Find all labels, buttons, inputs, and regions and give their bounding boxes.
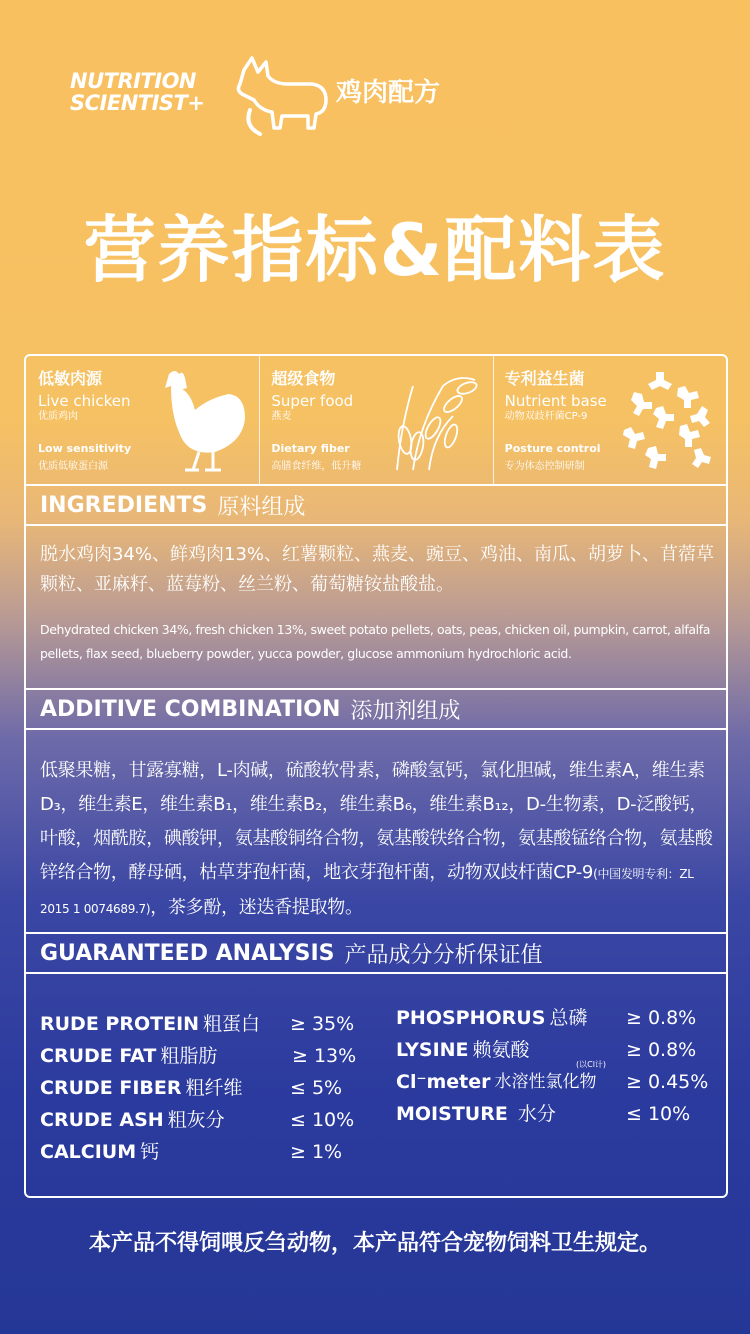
additive-text-main: 低聚果糖，甘露寡糖，L-肉碱，硫酸软骨素，磷酸氢钙，氯化胆碱，维生素A，维生素D₃，维生素E，维生素B₁，维生素B₂，维生素B₆，维生素B₁₂，D-生物素，D-泛酸钙，叶酸，烟酰胺，碘酸钾，氨基酸铜络合物，氨基酸铁络合物，氨基酸锰络合物，氨基酸锌络合物，酵母硒，枯草芽孢杆菌，地衣芽孢杆菌，动物双歧杆菌CP-9 [40, 760, 713, 883]
page-title: 营养指标&配料表 [83, 208, 667, 292]
additive-text-end: ，茶多酚，迷迭香提取物。 [150, 897, 363, 918]
ingredients-text-en: Dehydrated chicken 34%, fresh chicken 13%, sweet potato pellets, oats, peas, chicken oil, pumpkin, carrot, alfalfa pellets, flax seed, blueberry powder, yucca powder, glucose ammonium hydrochloric acid. [40, 622, 710, 661]
analysis-name: CRUDE FIBER [40, 1077, 182, 1099]
feature-cn: 优质鸡肉 [38, 411, 78, 422]
additive-heading [26, 688, 726, 730]
additive-heading-cn: 添加剂组成 [350, 698, 461, 724]
analysis-name: RUDE PROTEIN [40, 1013, 200, 1035]
analysis-heading-cn: 产品成分分析保证值 [344, 942, 543, 968]
analysis-value: ≥ 35% [290, 1013, 355, 1035]
feature-cn: 燕麦 [271, 411, 292, 422]
analysis-value: ≥ 0.45% [626, 1071, 709, 1093]
analysis-row-ash [40, 1104, 380, 1136]
analysis-value: ≤ 10% [290, 1109, 355, 1131]
analysis-value: ≥ 0.8% [626, 1039, 697, 1061]
analysis-value: ≥ 0.8% [626, 1007, 697, 1029]
analysis-row-moisture [396, 1098, 726, 1130]
oat-icon [383, 366, 483, 472]
feature-sub-cn: 专为体态控制研制 [504, 461, 585, 472]
analysis-name: LYSINE [396, 1039, 469, 1061]
feature-title: 专利益生菌 [504, 369, 585, 388]
analysis-name: CRUDE ASH [40, 1109, 164, 1131]
analysis-name: PHOSPHORUS [396, 1007, 546, 1029]
feature-superfood [259, 356, 492, 484]
feature-title: 低敏肉源 [38, 369, 103, 388]
analysis-name: CRUDE FAT [40, 1045, 157, 1067]
feature-en: Live chicken [38, 392, 131, 410]
analysis-right-column [396, 1002, 726, 1130]
analysis-name: Cl⁻meter [396, 1071, 491, 1093]
analysis-cn: 总磷 [549, 1007, 588, 1029]
analysis-row-chloride [396, 1060, 726, 1098]
feature-en: Super food [271, 392, 354, 410]
analysis-cn: 粗灰分 [167, 1109, 225, 1131]
analysis-row-fiber [40, 1072, 380, 1104]
ingredients-heading [26, 484, 726, 526]
analysis-row-phosphorus [396, 1002, 726, 1034]
feature-sub-cn: 优质低敏蛋白源 [38, 461, 108, 472]
analysis-heading [26, 932, 726, 974]
chicken-icon [149, 366, 249, 472]
additive-heading-en: ADDITIVE COMBINATION [40, 696, 341, 722]
brand-line-1: NUTRITION [70, 69, 197, 93]
analysis-value: ≥ 13% [292, 1045, 357, 1067]
patent-note: (中国发明专利：ZL 2015 1 0074689.7) [40, 867, 694, 916]
analysis-cn: 粗脂肪 [160, 1045, 218, 1067]
analysis-cn: 钙 [140, 1141, 160, 1163]
brand-line-2: SCIENTIST+ [70, 91, 205, 115]
brand-header [70, 62, 490, 142]
feature-sub-en: Low sensitivity [38, 442, 132, 455]
analysis-value: ≤ 10% [626, 1103, 691, 1125]
recipe-label: 鸡肉配方 [336, 78, 441, 108]
feature-chicken [26, 356, 259, 484]
analysis-row-protein [40, 1008, 380, 1040]
analysis-name: MOISTURE [396, 1103, 508, 1125]
feature-en: Nutrient base [504, 392, 607, 410]
brand-logo [70, 70, 204, 114]
analysis-cn: 水溶性氯化物 [494, 1072, 597, 1092]
feature-sub-cn: 高膳食纤维，低升糖 [271, 461, 362, 472]
ingredients-text-cn: 脱水鸡肉34%、鲜鸡肉13%、红薯颗粒、燕麦、豌豆、鸡油、南瓜、胡萝卜、苜蓿草颗粒、亚麻籽、蓝莓粉、丝兰粉、葡萄糖铵盐酸盐。 [40, 544, 715, 595]
analysis-name: CALCIUM [40, 1141, 137, 1163]
feature-sub-en: Dietary fiber [271, 442, 350, 455]
analysis-cn: 粗纤维 [185, 1077, 243, 1099]
analysis-left-column [40, 1008, 380, 1168]
analysis-note: (以Cl计) [576, 1060, 607, 1069]
nutrition-card [24, 354, 728, 1198]
analysis-row-calcium [40, 1136, 380, 1168]
feature-cn: 动物双歧杆菌CP-9 [504, 411, 588, 422]
additive-text [40, 754, 720, 926]
ingredients-heading-en: INGREDIENTS [40, 492, 208, 518]
analysis-row-lysine [396, 1034, 726, 1066]
analysis-cn: 赖氨酸 [472, 1039, 530, 1061]
feature-title: 超级食物 [271, 369, 336, 388]
ingredients-heading-cn: 原料组成 [217, 494, 306, 520]
analysis-cn: 水分 [517, 1103, 556, 1125]
footer-notice: 本产品不得饲喂反刍动物，本产品符合宠物饲料卫生规定。 [88, 1231, 661, 1256]
feature-probiotic [493, 356, 726, 484]
feature-sub-en: Posture control [504, 442, 601, 455]
analysis-row-fat [40, 1040, 380, 1072]
analysis-cn: 粗蛋白 [203, 1013, 261, 1035]
analysis-value: ≤ 5% [290, 1077, 343, 1099]
analysis-heading-en: GUARANTEED ANALYSIS [40, 940, 335, 966]
feature-row [26, 356, 726, 484]
analysis-value: ≥ 1% [290, 1141, 343, 1163]
probiotic-icon [616, 366, 716, 472]
corgi-icon [230, 54, 330, 136]
